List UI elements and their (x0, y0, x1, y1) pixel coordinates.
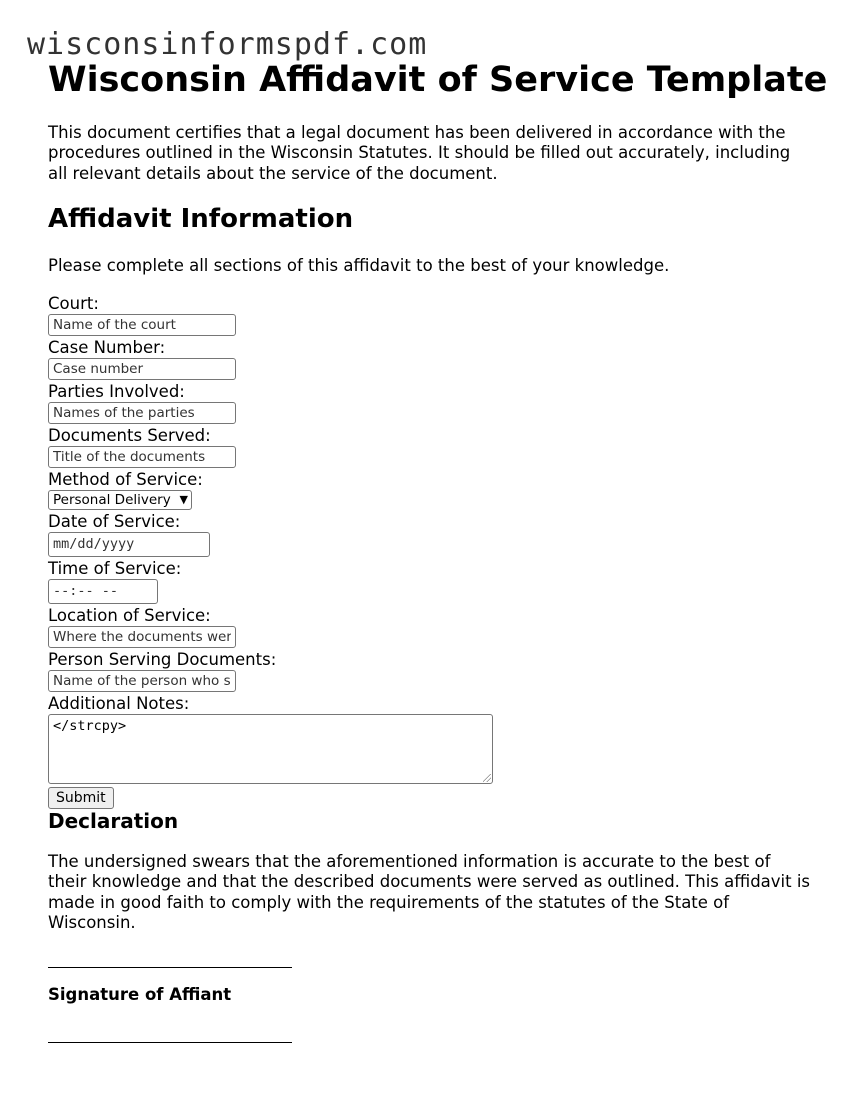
date-input[interactable] (48, 532, 210, 557)
method-select[interactable] (48, 490, 192, 510)
resize-grip-icon[interactable] (483, 774, 491, 782)
date-signature-line (48, 1042, 292, 1043)
case-number-input[interactable] (48, 358, 236, 380)
method-selected-value: Personal Delivery (53, 492, 171, 508)
page-title: Wisconsin Affidavit of Service Template (48, 60, 828, 100)
intro-paragraph: This document certifies that a legal document has been delivered in accordance with the procedures outlined in the Wisconsin Statutes. It should be filled out accurately, including all relevant details about the service of the document. (48, 123, 791, 183)
submit-button[interactable]: Submit (48, 787, 114, 809)
documents-label: Documents Served: (48, 426, 211, 445)
parties-label: Parties Involved: (48, 382, 185, 401)
method-label: Method of Service: (48, 470, 203, 489)
affidavit-form (48, 292, 493, 809)
declaration-heading: Declaration (48, 809, 179, 833)
instructions-text: Please complete all sections of this affidavit to the best of your knowledge. (48, 256, 670, 275)
section-heading: Affidavit Information (48, 204, 354, 234)
court-label: Court: (48, 294, 99, 313)
parties-input[interactable] (48, 402, 236, 424)
documents-input[interactable] (48, 446, 236, 468)
notes-label: Additional Notes: (48, 694, 190, 713)
case-number-label: Case Number: (48, 338, 166, 357)
date-placeholder: mm/dd/yyyy (53, 536, 135, 552)
server-label: Person Serving Documents: (48, 650, 277, 669)
date-label: Date of Service: (48, 512, 181, 531)
server-input[interactable] (48, 670, 236, 692)
chevron-down-icon: ▼ (179, 493, 188, 506)
time-input[interactable] (48, 579, 158, 604)
time-label: Time of Service: (48, 559, 182, 578)
declaration-text: The undersigned swears that the aforementioned information is accurate to the best of their knowledge and that the described documents were served as outlined. This affidavit is made in good faith to comply with the requirements of the statutes of the State of Wisconsin. (48, 852, 811, 932)
signature-label: Signature of Affiant (48, 985, 232, 1004)
site-watermark: wisconsinformspdf.com (27, 27, 428, 62)
court-input[interactable] (48, 314, 236, 336)
signature-line (48, 967, 292, 968)
time-placeholder: --:-- -- (53, 583, 119, 599)
notes-textarea[interactable] (48, 714, 493, 784)
location-input[interactable] (48, 626, 236, 648)
notes-value: </strcpy> (53, 718, 127, 734)
location-label: Location of Service: (48, 606, 211, 625)
